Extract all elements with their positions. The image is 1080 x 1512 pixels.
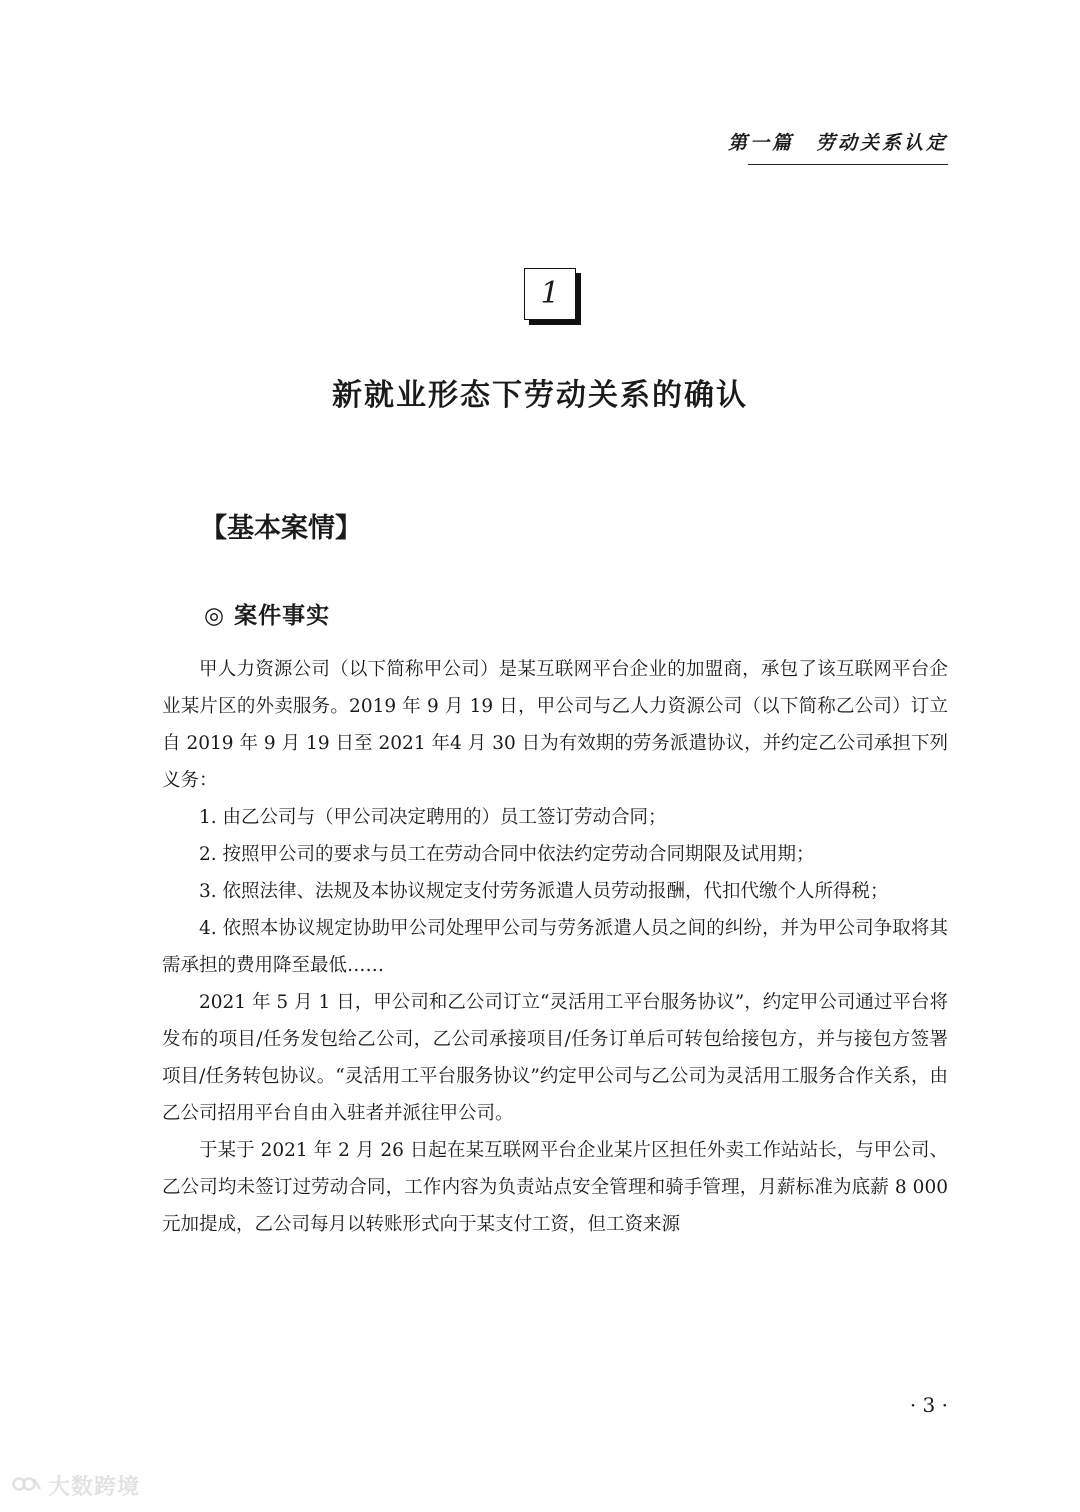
paragraph-intro: 甲人力资源公司（以下简称甲公司）是某互联网平台企业的加盟商，承包了该互联网平台企业某片区的外卖服务。2019 年 9 月 19 日，甲公司与乙人力资源公司（以下简称乙公司）订立自 2019 年 9 月 19 日至 2021 年4 月 30 日为有效期的劳务派遣协议，并约定乙公司承担下列义务：: [162, 659, 948, 791]
list-item-3: 3. 依照法律、法规及本协议规定支付劳务派遣人员劳动报酬，代扣代缴个人所得税；: [199, 881, 889, 902]
chapter-number-box: [524, 268, 576, 320]
header-divider: [748, 164, 948, 165]
list-item-1: 1. 由乙公司与（甲公司决定聘用的）员工签订劳动合同；: [199, 807, 667, 828]
watermark-text: 大数跨境: [48, 1475, 141, 1500]
body-text: [162, 651, 948, 1243]
page-number: · 3 ·: [909, 1393, 948, 1417]
section-heading: 【基本案情】: [200, 513, 362, 544]
running-header: 第一篇 劳动关系认定: [727, 132, 948, 154]
watermark: [12, 1470, 140, 1501]
paragraph-employee: 于某于 2021 年 2 月 26 日起在某互联网平台企业某片区担任外卖工作站站长，与甲公司、乙公司均未签订过劳动合同，工作内容为负责站点安全管理和骑手管理，月薪标准为底薪 8 000 元加提成，乙公司每月以转账形式向于某支付工资，但工资来源: [162, 1140, 948, 1235]
dashuju-logo-icon: [12, 1473, 42, 1499]
subsection-heading: ◎ 案件事实: [204, 602, 331, 629]
list-item-2: 2. 按照甲公司的要求与员工在劳动合同中依法约定劳动合同期限及试用期；: [199, 844, 815, 865]
list-item-4: 4. 依照本协议规定协助甲公司处理甲公司与劳务派遣人员之间的纠纷，并为甲公司争取将其需承担的费用降至最低……: [162, 918, 948, 976]
chapter-title: 新就业形态下劳动关系的确认: [332, 378, 748, 413]
chapter-number: 1: [540, 276, 560, 311]
paragraph-agreement: 2021 年 5 月 1 日，甲公司和乙公司订立“灵活用工平台服务协议”，约定甲公司通过平台将发布的项目/任务发包给乙公司，乙公司承接项目/任务订单后可转包给接包方，并与接包方签署项目/任务转包协议。“灵活用工平台服务协议”约定甲公司与乙公司为灵活用工服务合作关系，由乙公司招用平台自由入驻者并派往甲公司。: [162, 992, 948, 1124]
